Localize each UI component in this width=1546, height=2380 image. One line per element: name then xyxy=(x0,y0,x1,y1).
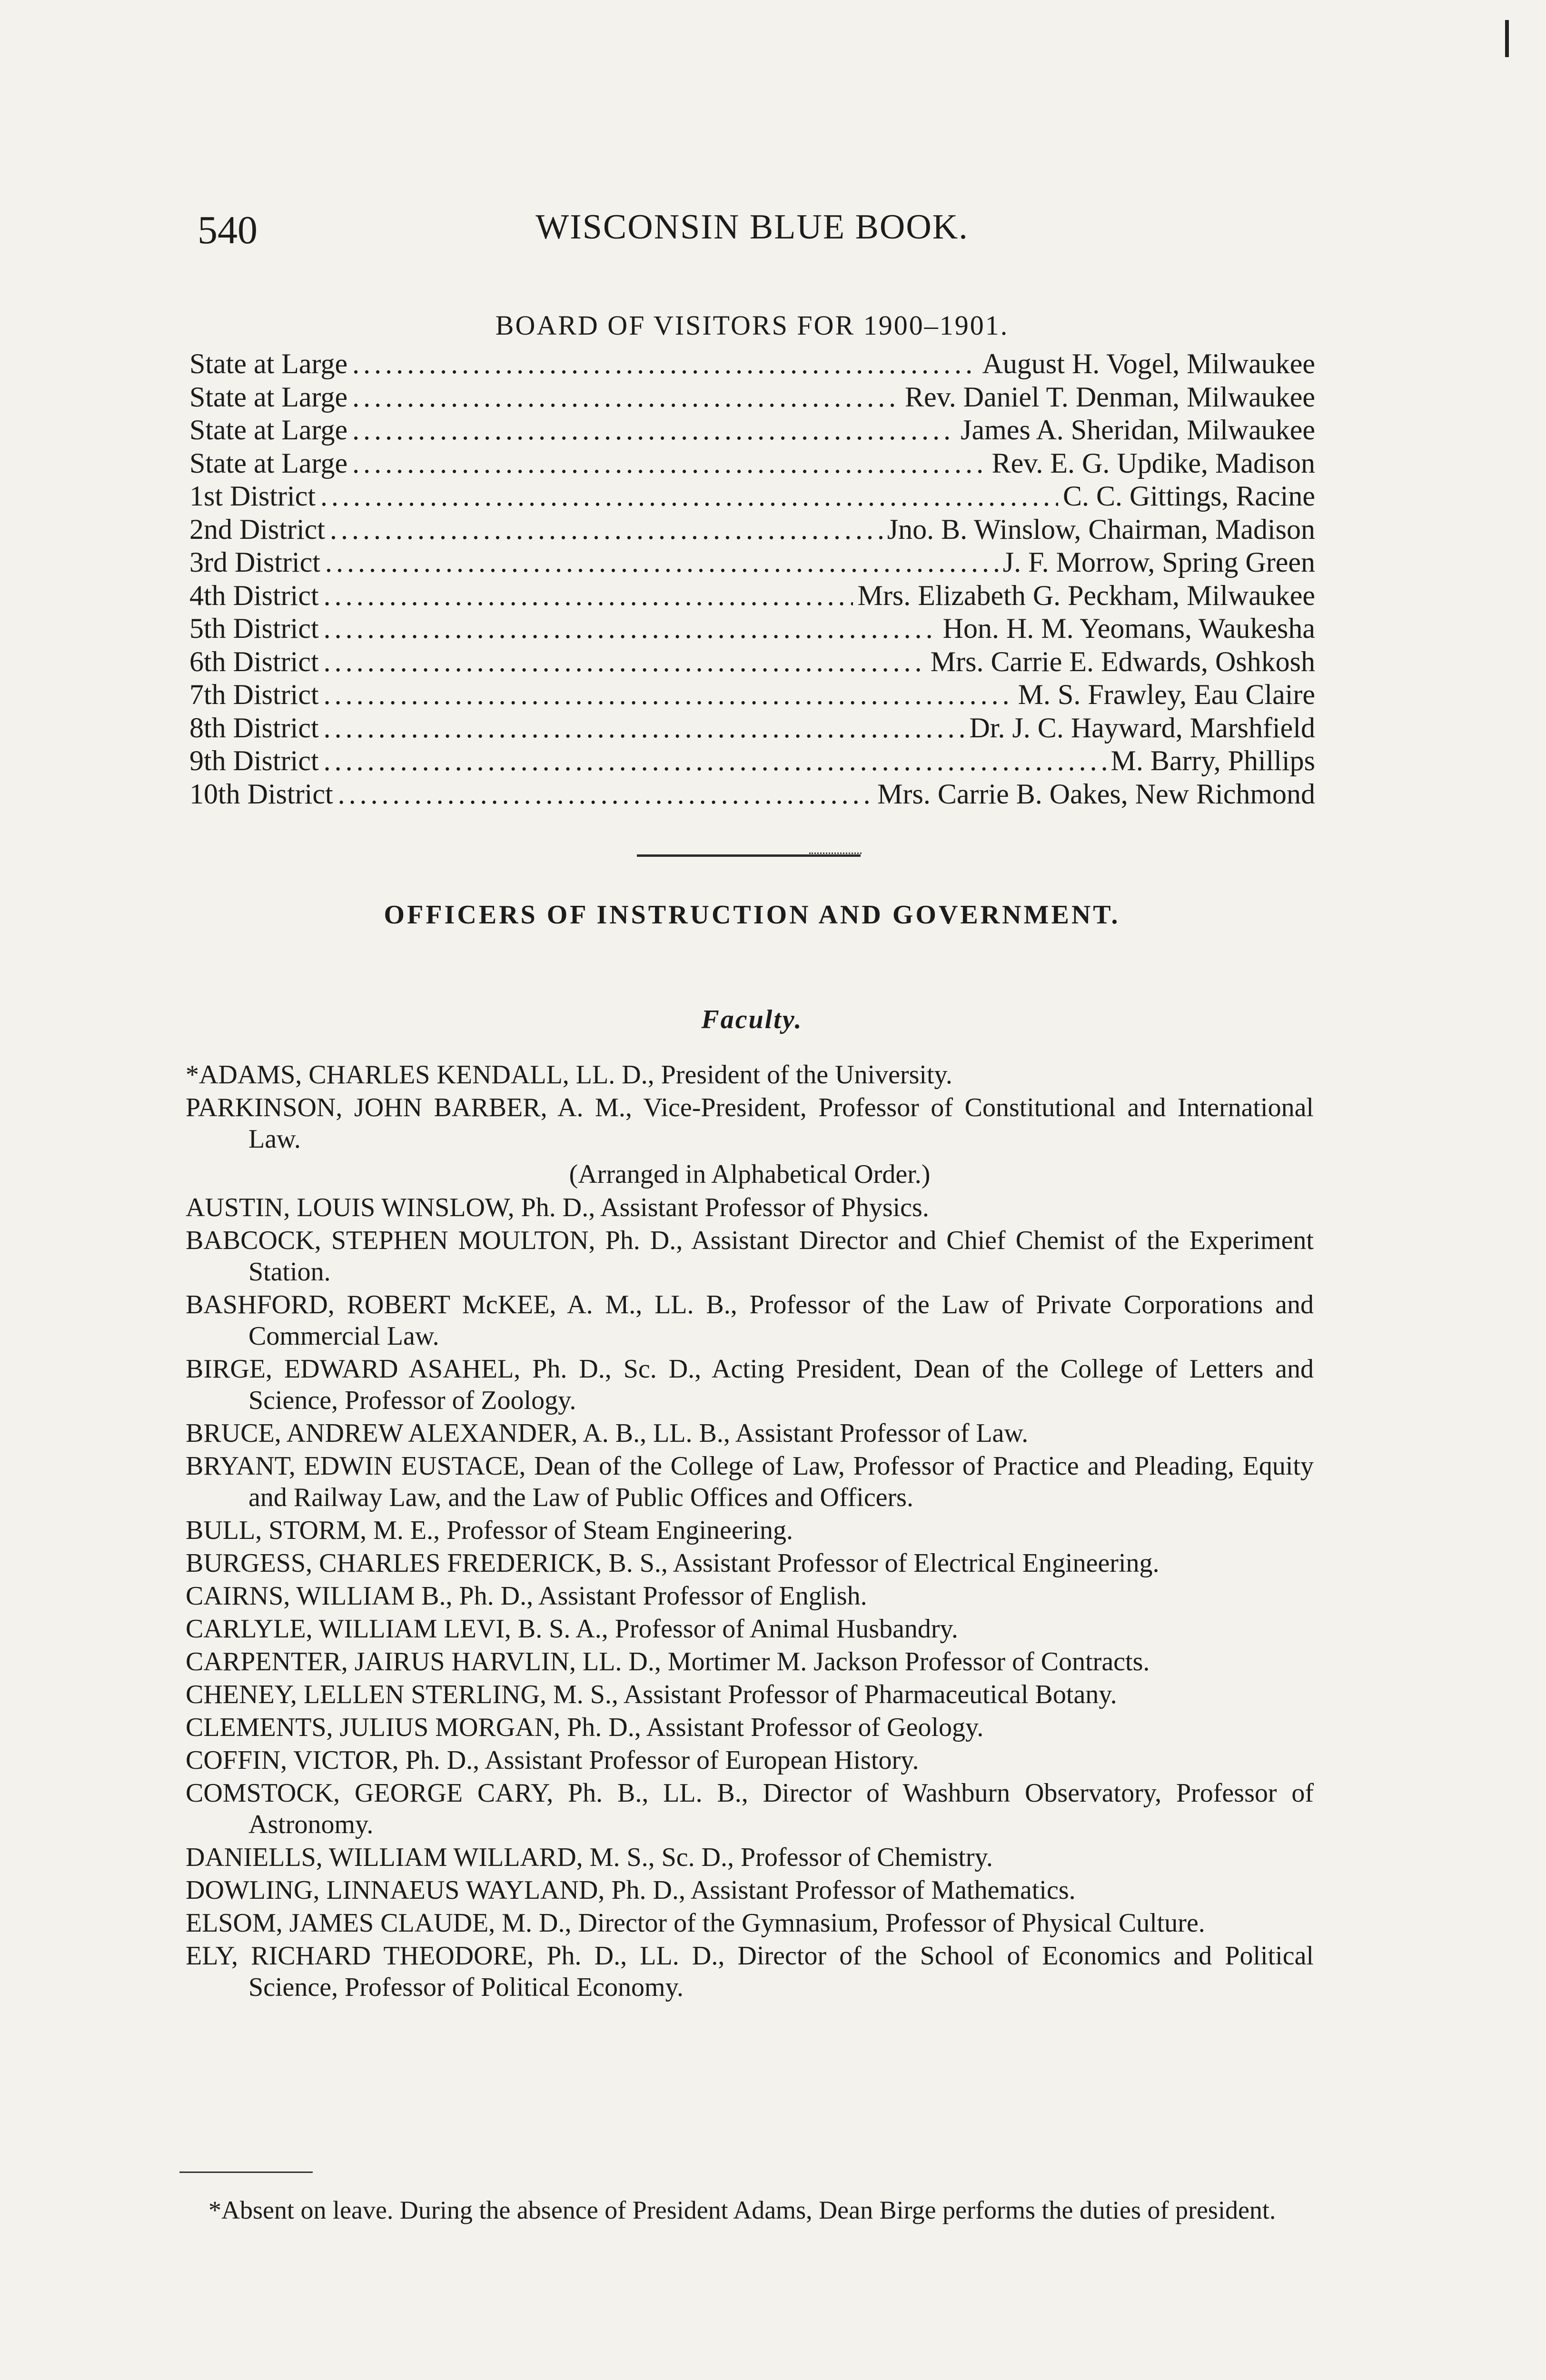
visitor-name: Rev. Daniel T. Denman, Milwaukee xyxy=(905,381,1315,413)
leader-dots xyxy=(352,347,978,380)
visitor-row xyxy=(189,447,1315,480)
visitor-name: Jno. B. Winslow, Chairman, Madison xyxy=(887,513,1315,545)
faculty-entry: CARPENTER, JAIRUS HARVLIN, LL. D., Mortimer M. Jackson Professor of Contracts. xyxy=(186,1647,1150,1676)
leader-dots xyxy=(324,744,1106,777)
leader-dots xyxy=(320,480,1058,513)
visitor-name: Dr. J. C. Hayward, Marshfield xyxy=(969,712,1315,744)
faculty-entry: DOWLING, LINNAEUS WAYLAND, Ph. D., Assistant Professor of Mathematics. xyxy=(186,1875,1076,1905)
visitor-row xyxy=(189,347,1315,381)
visitor-district: 8th District xyxy=(189,712,319,744)
leader-dots xyxy=(324,645,926,678)
footnote-rule xyxy=(179,2172,313,2173)
faculty-entry: PARKINSON, JOHN BARBER, A. M., Vice-President, Professor of Constitutional and International Law. xyxy=(186,1093,1314,1154)
footnote: *Absent on leave. During the absence of President Adams, Dean Birge performs the duties of president. xyxy=(208,2196,1276,2224)
visitor-row xyxy=(189,678,1315,712)
visitor-row xyxy=(189,612,1315,645)
leader-dots xyxy=(330,513,882,546)
faculty-entry: ELY, RICHARD THEODORE, Ph. D., LL. D., Director of the School of Economics and Political Science, Professor of Political Economy. xyxy=(186,1941,1314,2002)
faculty-entry: BRYANT, EDWIN EUSTACE, Dean of the College of Law, Professor of Practice and Pleading, Equity and Railway Law, and the Law of Public Offices and Officers. xyxy=(186,1451,1314,1512)
page-edge-mark xyxy=(1505,20,1509,57)
leader-dots xyxy=(352,447,987,480)
visitor-row xyxy=(189,778,1315,811)
faculty-heading: Faculty. xyxy=(701,1005,803,1034)
visitor-row xyxy=(189,645,1315,679)
visitor-district: 1st District xyxy=(189,480,316,512)
arranged-note: (Arranged in Alphabetical Order.) xyxy=(569,1160,931,1189)
visitor-name: Rev. E. G. Updike, Madison xyxy=(991,447,1315,479)
faculty-entry: DANIELLS, WILLIAM WILLARD, M. S., Sc. D., Professor of Chemistry. xyxy=(186,1843,993,1872)
visitor-name: J. F. Morrow, Spring Green xyxy=(1002,546,1315,578)
visitor-row xyxy=(189,744,1315,778)
visitor-name: Mrs. Carrie B. Oakes, New Richmond xyxy=(877,778,1315,810)
visitor-row xyxy=(189,579,1315,613)
faculty-entry: BRUCE, ANDREW ALEXANDER, A. B., LL. B., Assistant Professor of Law. xyxy=(186,1418,1029,1448)
faculty-entry: BASHFORD, ROBERT McKEE, A. M., LL. B., Professor of the Law of Private Corporations and Commercial Law. xyxy=(186,1290,1314,1351)
leader-dots xyxy=(324,712,965,744)
visitor-district: 7th District xyxy=(189,679,319,710)
visitor-district: 4th District xyxy=(189,579,319,611)
page-header xyxy=(181,207,1323,259)
visitor-name: C. C. Gittings, Racine xyxy=(1063,480,1315,512)
visitor-row xyxy=(189,712,1315,745)
visitor-district: 10th District xyxy=(189,778,333,810)
leader-dots xyxy=(338,778,873,811)
visitor-district: 9th District xyxy=(189,745,319,776)
faculty-entry: CLEMENTS, JULIUS MORGAN, Ph. D., Assistant Professor of Geology. xyxy=(186,1713,984,1742)
faculty-entry: BULL, STORM, M. E., Professor of Steam Engineering. xyxy=(186,1516,793,1545)
visitor-name: August H. Vogel, Milwaukee xyxy=(982,348,1315,379)
visitor-row xyxy=(189,546,1315,579)
visitor-row xyxy=(189,480,1315,513)
faculty-entry: CARLYLE, WILLIAM LEVI, B. S. A., Professor of Animal Husbandry. xyxy=(186,1614,958,1644)
visitor-row xyxy=(189,513,1315,546)
visitor-name: Hon. H. M. Yeomans, Waukesha xyxy=(942,613,1315,644)
faculty-entry: BURGESS, CHARLES FREDERICK, B. S., Assistant Professor of Electrical Engineering. xyxy=(186,1548,1160,1578)
visitor-district: 2nd District xyxy=(189,513,325,545)
faculty-entry: ELSOM, JAMES CLAUDE, M. D., Director of the Gymnasium, Professor of Physical Culture. xyxy=(186,1908,1205,1938)
visitor-district: State at Large xyxy=(189,447,348,479)
visitor-name: M. Barry, Phillips xyxy=(1110,745,1315,776)
visitor-name: Mrs. Carrie E. Edwards, Oshkosh xyxy=(930,645,1315,677)
faculty-entry: CAIRNS, WILLIAM B., Ph. D., Assistant Professor of English. xyxy=(186,1581,867,1611)
faculty-entry: BIRGE, EDWARD ASAHEL, Ph. D., Sc. D., Acting President, Dean of the College of Letters and Science, Professor of Zoology. xyxy=(186,1354,1314,1415)
officers-section-title: OFFICERS OF INSTRUCTION AND GOVERNMENT. xyxy=(384,900,1120,930)
leader-dots xyxy=(324,612,938,645)
faculty-entry: AUSTIN, LOUIS WINSLOW, Ph. D., Assistant Professor of Physics. xyxy=(186,1193,929,1222)
visitor-name: M. S. Frawley, Eau Claire xyxy=(1018,679,1315,710)
faculty-entry: COFFIN, VICTOR, Ph. D., Assistant Professor of European History. xyxy=(186,1745,919,1775)
visitor-district: 3rd District xyxy=(189,546,320,578)
visitor-district: State at Large xyxy=(189,414,348,446)
leader-dots xyxy=(352,414,956,446)
visitor-name: Mrs. Elizabeth G. Peckham, Milwaukee xyxy=(857,579,1315,611)
leader-dots xyxy=(324,678,1013,711)
visitor-district: 5th District xyxy=(189,613,319,644)
running-title: WISCONSIN BLUE BOOK. xyxy=(535,208,969,247)
visitor-name: James A. Sheridan, Milwaukee xyxy=(961,414,1315,446)
page-number: 540 xyxy=(198,208,258,252)
visitor-district: State at Large xyxy=(189,348,348,379)
visitor-district: 6th District xyxy=(189,645,319,677)
visitor-row xyxy=(189,381,1315,414)
leader-dots xyxy=(325,546,998,579)
faculty-entry: COMSTOCK, GEORGE CARY, Ph. B., LL. B., Director of Washburn Observatory, Professor of Astronomy. xyxy=(186,1778,1314,1839)
faculty-list xyxy=(186,1059,1314,2004)
leader-dots xyxy=(324,579,853,612)
visitor-row xyxy=(189,414,1315,447)
faculty-entry: *ADAMS, CHARLES KENDALL, LL. D., President of the University. xyxy=(186,1060,952,1090)
board-of-visitors-title: BOARD OF VISITORS FOR 1900–1901. xyxy=(495,310,1009,341)
faculty-entry: CHENEY, LELLEN STERLING, M. S., Assistant Professor of Pharmaceutical Botany. xyxy=(186,1680,1117,1709)
visitor-district: State at Large xyxy=(189,381,348,413)
leader-dots xyxy=(352,381,900,414)
section-divider-ornament xyxy=(809,853,862,859)
board-of-visitors-list xyxy=(189,347,1315,811)
faculty-entry: BABCOCK, STEPHEN MOULTON, Ph. D., Assistant Director and Chief Chemist of the Experiment Station. xyxy=(186,1226,1314,1287)
